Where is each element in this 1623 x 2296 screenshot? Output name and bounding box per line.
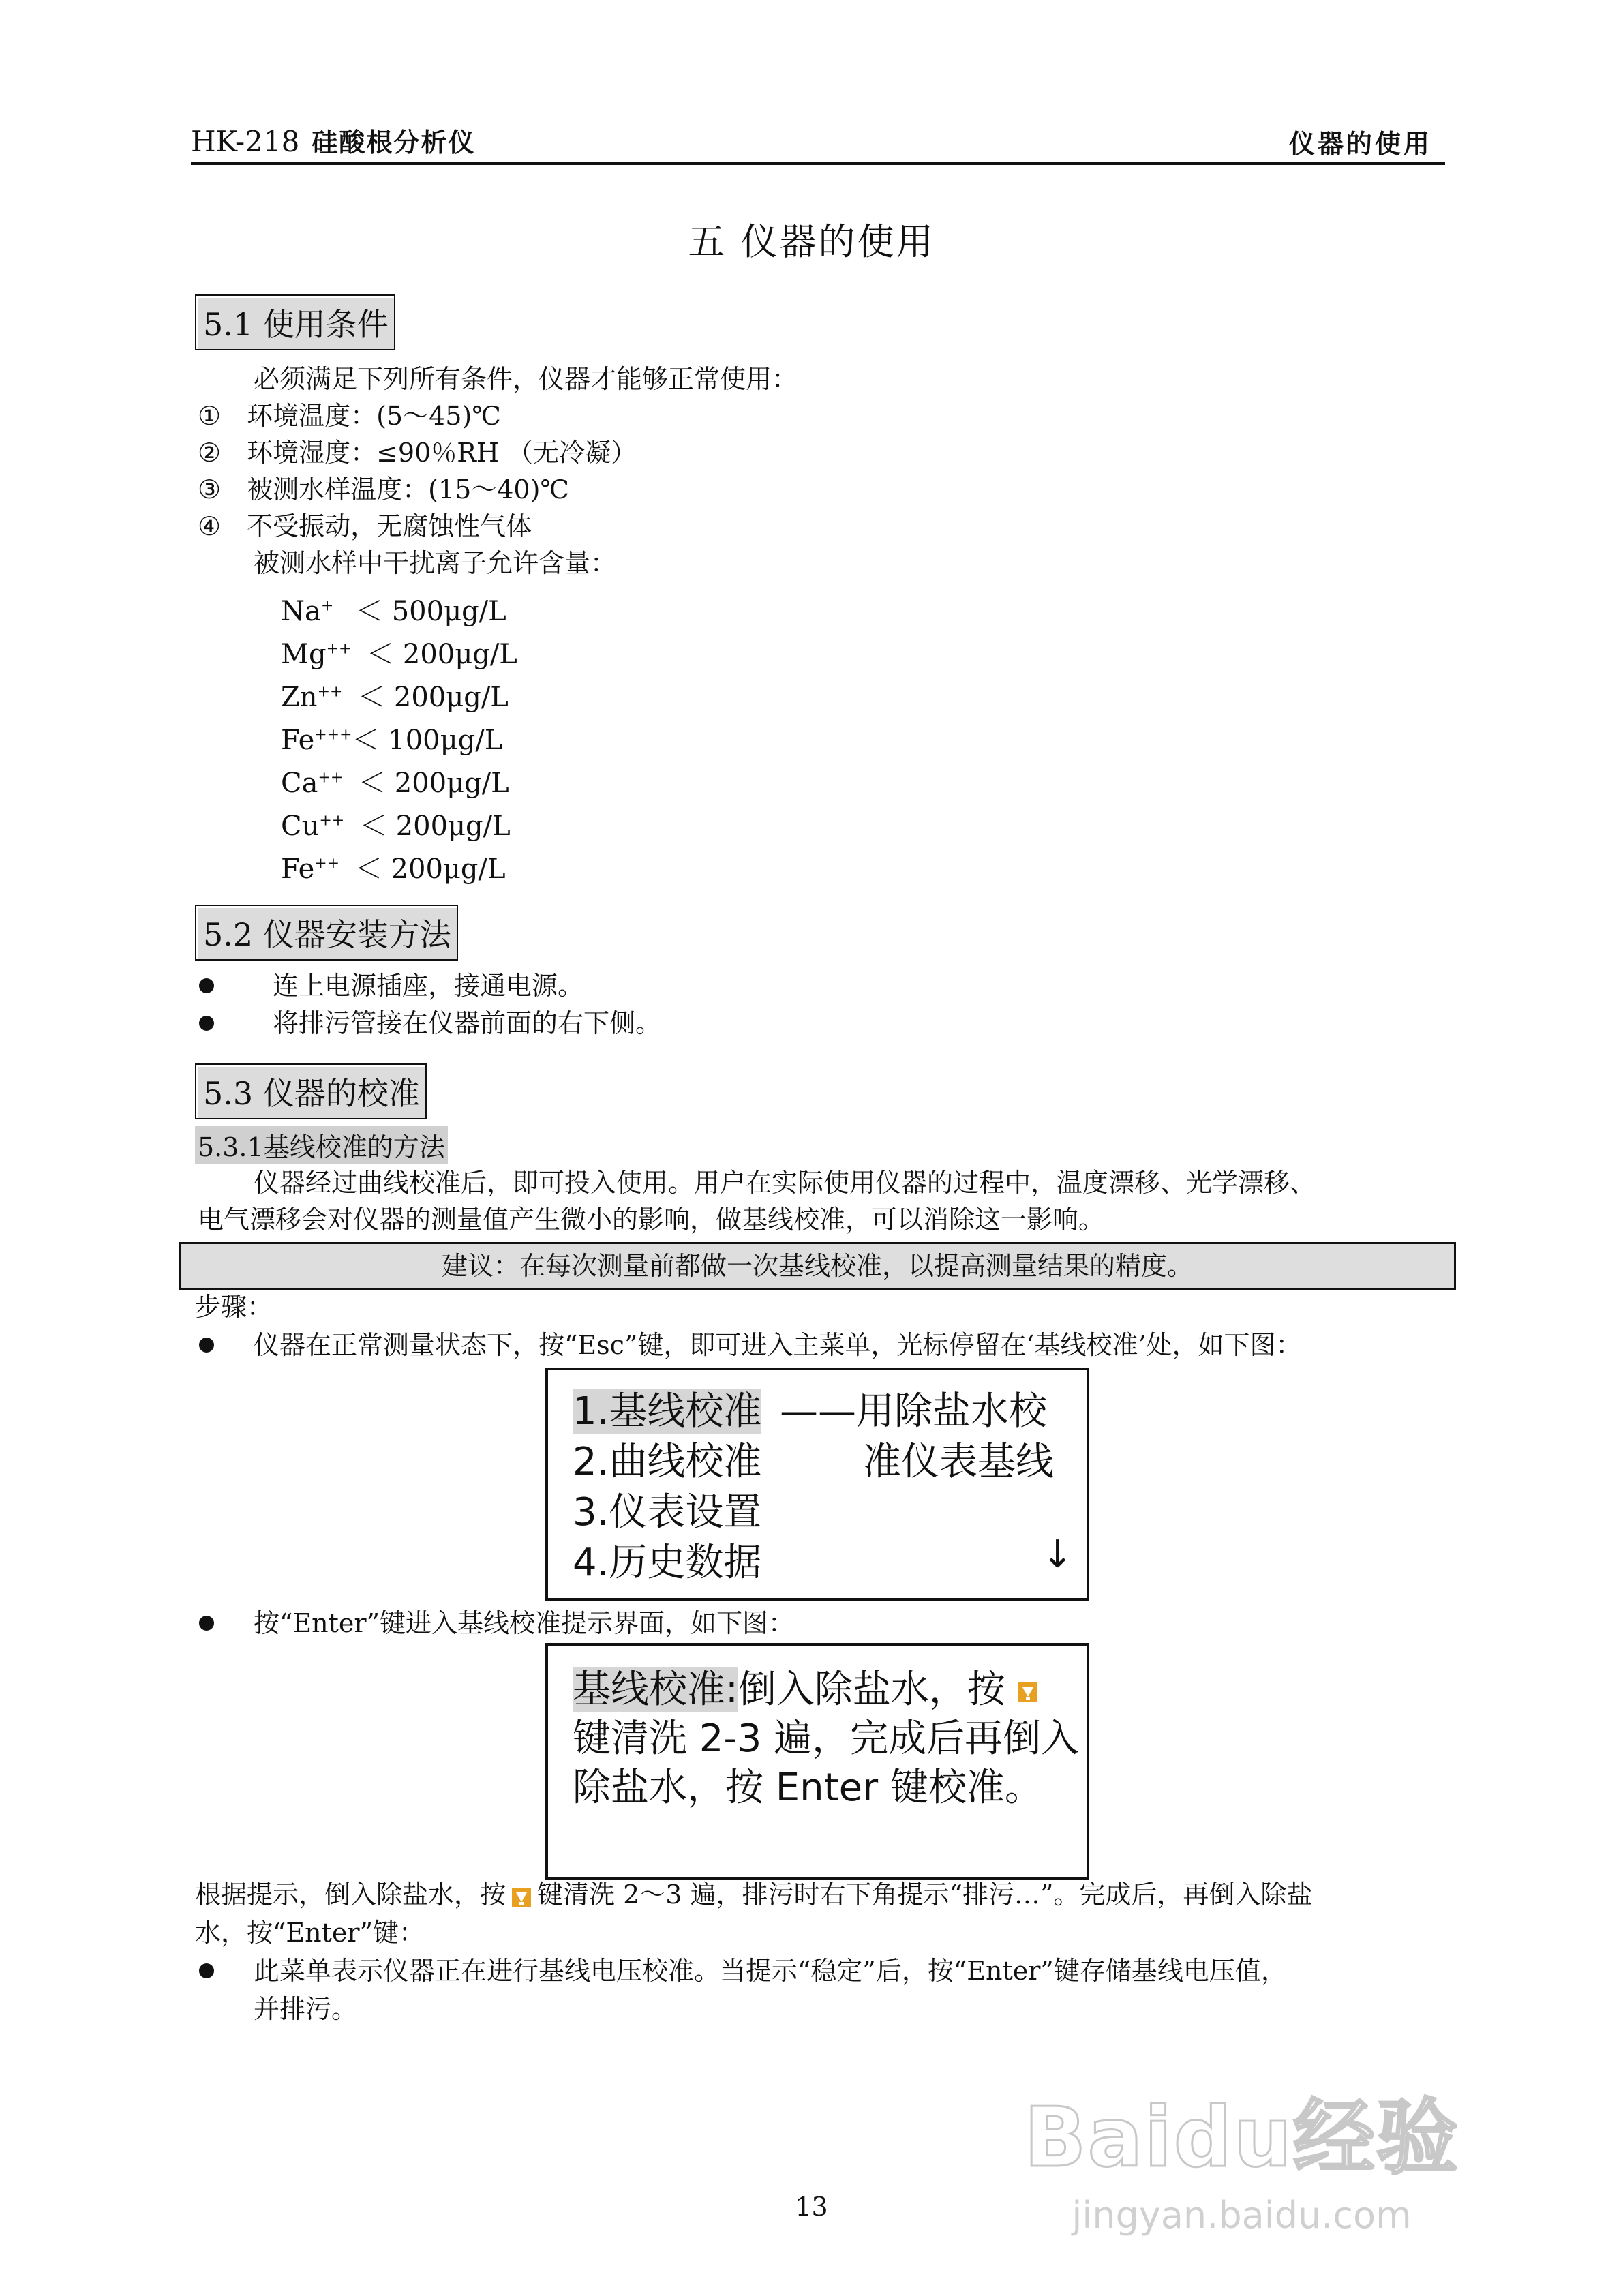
ion-element: Fe <box>281 854 315 885</box>
ion-limit: ＜ 200μg/L <box>354 854 506 885</box>
ion-limit: ＜ 200μg/L <box>367 639 517 670</box>
ion-row <box>281 847 506 886</box>
condition-num: ③ <box>198 474 222 504</box>
menu-item-settings[interactable]: 3.仪表设置 <box>573 1490 762 1535</box>
section-heading-5-1: 5.1 使用条件 <box>195 294 395 350</box>
prompt-label: 基线校准: <box>573 1667 738 1712</box>
ion-row <box>281 676 509 714</box>
ion-row <box>281 590 506 629</box>
menu-desc-line1: ——用除盐水校 <box>780 1389 1047 1434</box>
down-arrow-icon: ↓ <box>1042 1532 1074 1577</box>
install-item-2: 将排污管接在仪器前面的右下侧。 <box>273 1008 662 1038</box>
prompt-line1: 倒入除盐水，按 <box>738 1667 1005 1712</box>
after-prompt-part1: 根据提示，倒入除盐水，按 <box>195 1879 506 1909</box>
flush-key-icon <box>1018 1682 1038 1702</box>
step-1: 仪器在正常测量状态下，按“Esc”键，即可进入主菜单，光标停留在‘基线校准’处，如下图： <box>254 1330 1302 1360</box>
ion-charge: ++ <box>317 683 343 701</box>
menu-item-baseline[interactable]: 1.基线校准 <box>573 1389 762 1434</box>
step-3-line2: 并排污。 <box>254 1994 358 2024</box>
condition-2 <box>198 434 637 471</box>
header-divider <box>191 162 1445 165</box>
subsection-heading-5-3-1: 5.3.1基线校准的方法 <box>195 1126 448 1164</box>
after-prompt-line1 <box>195 1876 1312 1913</box>
calibration-para-line1: 仪器经过曲线校准后，即可投入使用。用户在实际使用仪器的过程中，温度漂移、光学漂移、 <box>254 1168 1316 1198</box>
ion-element: Mg <box>281 639 327 670</box>
install-item-1: 连上电源插座，接通电源。 <box>273 971 584 1001</box>
ion-charge: ++ <box>318 769 344 787</box>
ion-limit: ＜ 200μg/L <box>359 811 511 842</box>
ion-element: Fe <box>281 725 315 756</box>
after-prompt-part2: 键清洗 2～3 遍，排污时右下角提示“排污…”。完成后，再倒入除盐 <box>537 1879 1313 1909</box>
tip-bar: 建议：在每次测量前都做一次基线校准，以提高测量结果的精度。 <box>179 1242 1456 1290</box>
flush-key-icon <box>511 1887 532 1907</box>
watermark-brand: Baidu经验 <box>1024 2091 1459 2186</box>
condition-num: ② <box>198 438 222 468</box>
ion-charge: ++ <box>326 640 352 658</box>
menu-screen <box>545 1368 1089 1601</box>
ion-row <box>281 719 502 757</box>
ion-charge: ++ <box>314 855 340 873</box>
section-heading-5-3: 5.3 仪器的校准 <box>195 1063 427 1119</box>
condition-text: 环境湿度：≤90％RH （无冷凝） <box>247 438 637 468</box>
header-model: HK-218 <box>191 125 300 158</box>
prompt-line3: 除盐水，按 Enter 键校准。 <box>573 1766 1043 1810</box>
condition-text: 被测水样温度：(15～40)℃ <box>247 474 569 504</box>
header-product <box>191 121 475 159</box>
ion-charge: + <box>320 597 334 615</box>
ion-limit: ＜ 500μg/L <box>356 596 506 627</box>
ion-element: Cu <box>281 811 320 842</box>
condition-text: 不受振动，无腐蚀性气体 <box>247 511 532 541</box>
ion-element: Zn <box>281 682 318 713</box>
header-section: 仪器的使用 <box>1288 129 1432 159</box>
ion-limit: ＜ 100μg/L <box>352 725 503 756</box>
ion-limit: ＜ 200μg/L <box>359 768 509 799</box>
condition-1 <box>198 397 501 434</box>
condition-3 <box>198 471 569 508</box>
ion-charge: ++ <box>319 812 345 830</box>
ion-row <box>281 761 509 800</box>
steps-label: 步骤： <box>195 1292 273 1322</box>
condition-num: ④ <box>198 511 222 541</box>
ion-element: Na <box>281 596 321 627</box>
ion-row <box>281 804 511 843</box>
bullet-icon <box>199 1016 214 1031</box>
ion-element: Ca <box>281 768 318 799</box>
menu-desc-line2: 准仪表基线 <box>863 1440 1054 1484</box>
header-product-name: 硅酸根分析仪 <box>312 127 476 157</box>
bullet-icon <box>199 1338 214 1353</box>
page-number: 13 <box>795 2192 828 2222</box>
ion-charge: +++ <box>314 726 352 744</box>
condition-text: 环境温度：(5～45)℃ <box>247 401 501 431</box>
bullet-icon <box>199 1616 214 1631</box>
step-2: 按“Enter”键进入基线校准提示界面，如下图： <box>254 1608 794 1638</box>
page-title: 五 仪器的使用 <box>688 220 935 263</box>
watermark-url: jingyan.baidu.com <box>1072 2194 1412 2237</box>
condition-num: ① <box>198 401 222 431</box>
calibration-para-line2: 电气漂移会对仪器的测量值产生微小的影响，做基线校准，可以消除这一影响。 <box>198 1205 1105 1235</box>
after-prompt-line2: 水，按“Enter”键： <box>195 1918 425 1948</box>
menu-item-curve[interactable]: 2.曲线校准 <box>573 1440 762 1484</box>
prompt-screen <box>545 1643 1089 1880</box>
prompt-line2: 键清洗 2-3 遍，完成后再倒入 <box>573 1717 1080 1761</box>
bullet-icon <box>199 978 214 993</box>
ions-intro: 被测水样中干扰离子允许含量： <box>254 548 617 578</box>
condition-4 <box>198 508 532 545</box>
ion-limit: ＜ 200μg/L <box>358 682 509 713</box>
menu-item-history[interactable]: 4.历史数据 <box>573 1541 762 1585</box>
bullet-icon <box>199 1963 214 1978</box>
ion-row <box>281 633 517 671</box>
step-3-line1: 此菜单表示仪器正在进行基线电压校准。当提示“稳定”后，按“Enter”键存储基线电压值， <box>254 1956 1287 1986</box>
conditions-intro: 必须满足下列所有条件，仪器才能够正常使用： <box>254 364 798 394</box>
section-heading-5-2: 5.2 仪器安装方法 <box>195 905 458 961</box>
